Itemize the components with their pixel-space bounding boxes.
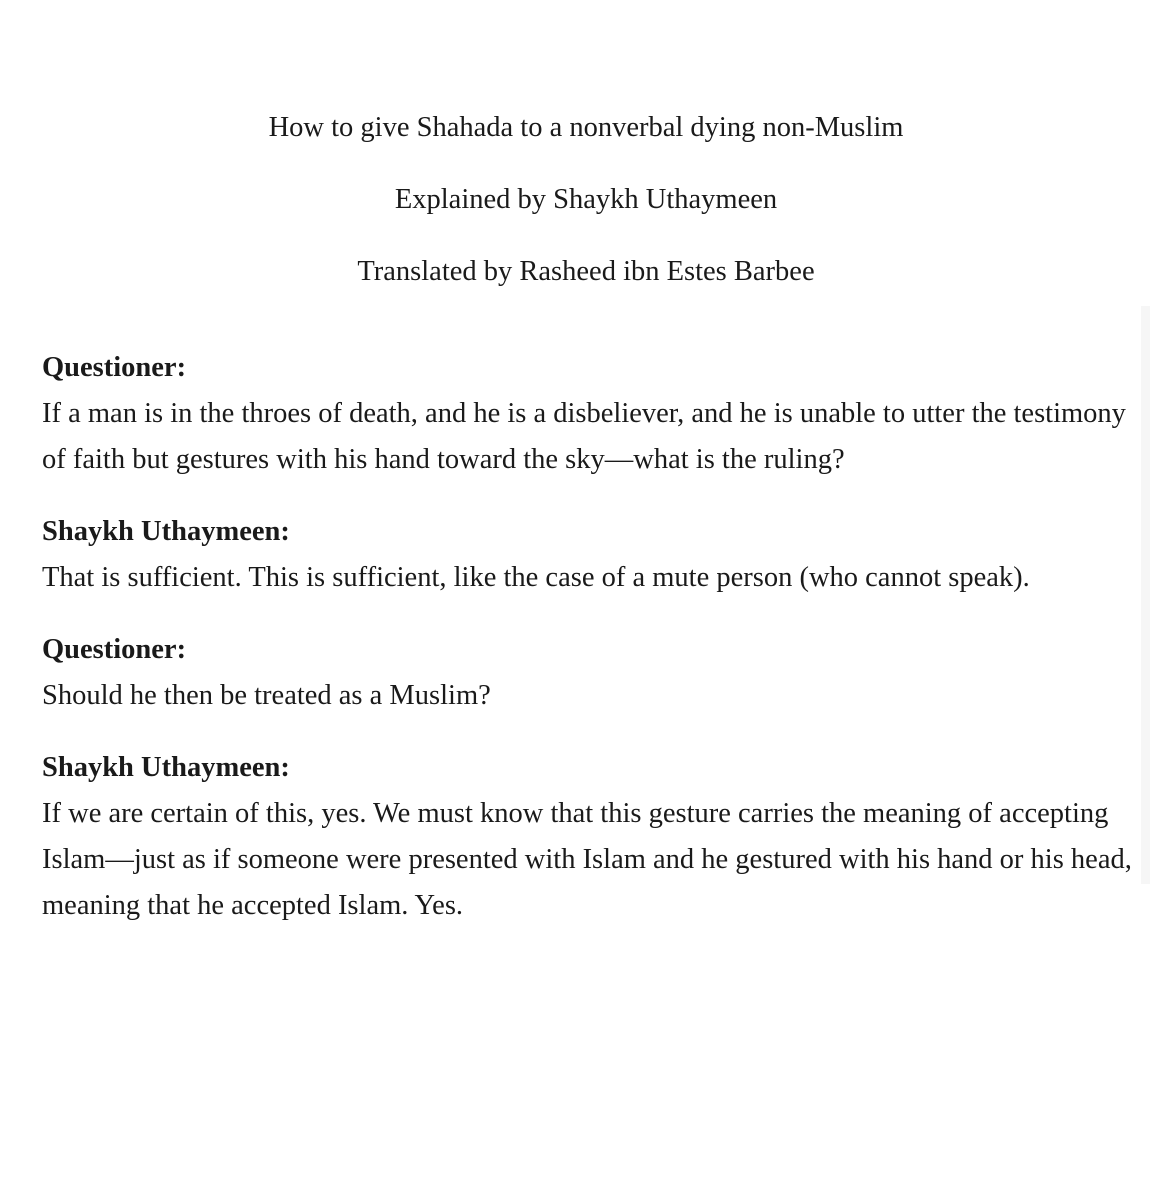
- speaker-label: Shaykh Uthaymeen:: [42, 516, 290, 547]
- dialogue-text: That is sufficient. This is sufficient, like the case of a mute person (who cannot speak).: [42, 562, 1030, 593]
- dialogue-entry: [42, 745, 1142, 929]
- dialogue-text: Should he then be treated as a Muslim?: [42, 680, 491, 711]
- dialogue-body: [42, 345, 1142, 955]
- speaker-label: Questioner:: [42, 352, 187, 383]
- dialogue-entry: [42, 627, 1142, 719]
- dialogue-entry: [42, 345, 1142, 483]
- document-header: [0, 110, 1159, 326]
- speaker-label: Shaykh Uthaymeen:: [42, 752, 290, 783]
- dialogue-text: If a man is in the throes of death, and he is a disbeliever, and he is unable to utter the testimony of faith but gestures with his hand toward the sky—what is the ruling?: [42, 398, 1126, 475]
- speaker-label: Questioner:: [42, 634, 187, 665]
- dialogue-text: If we are certain of this, yes. We must know that this gesture carries the meaning of accepting Islam—just as if someone were presented with Islam and he gestured with his hand or his head, meaning that he accepted Islam. Yes.: [42, 798, 1132, 921]
- translated-by-line: Translated by Rasheed ibn Estes Barbee: [357, 256, 815, 287]
- document-title: How to give Shahada to a nonverbal dying non-Muslim: [268, 112, 904, 143]
- explained-by-line: Explained by Shaykh Uthaymeen: [394, 184, 778, 215]
- dialogue-entry: [42, 509, 1142, 601]
- scrollbar-track[interactable]: [1141, 306, 1150, 884]
